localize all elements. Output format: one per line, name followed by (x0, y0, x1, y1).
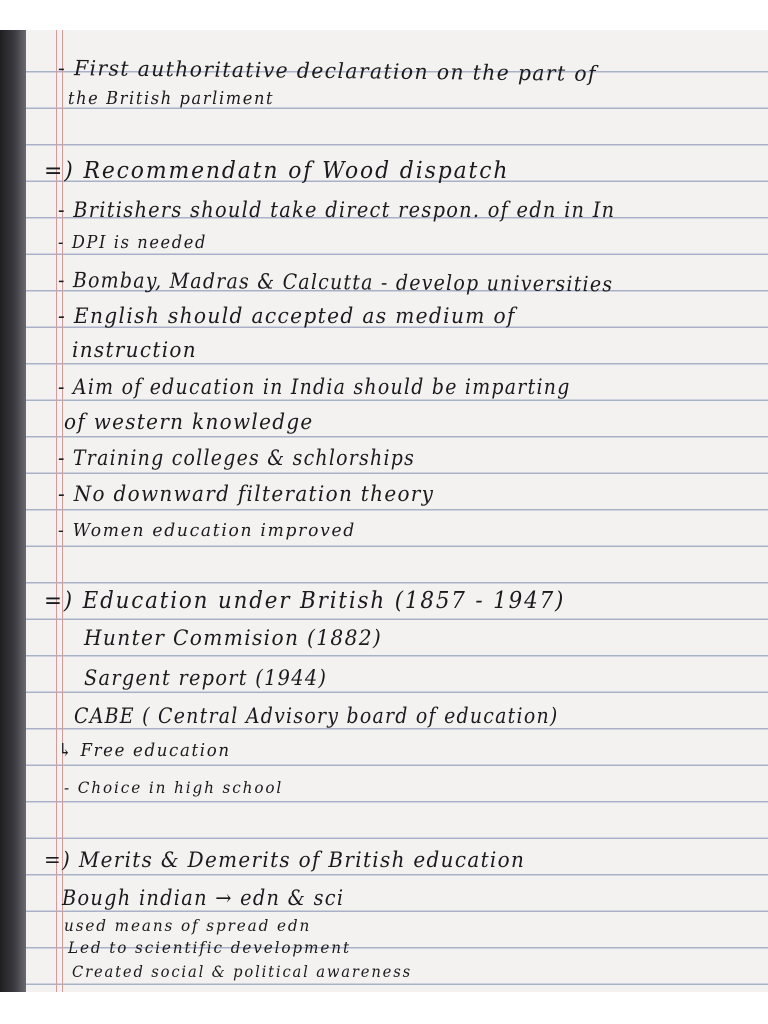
note-line: - Choice in high school (64, 778, 284, 797)
note-line: - DPI is needed (58, 232, 207, 253)
note-line: instruction (72, 338, 197, 362)
note-line: - First authoritative declaration on the part of (57, 56, 597, 86)
note-line: Created social & political awareness (72, 962, 412, 981)
section-heading: =) Recommendatn of Wood dispatch (44, 158, 510, 184)
note-line: - English should accepted as medium of (58, 304, 516, 328)
note-line: - No downward filteration theory (58, 482, 435, 506)
note-line: ↳ Free education (58, 740, 231, 761)
note-line: Led to scientific development (68, 938, 351, 957)
section-heading: =) Merits & Demerits of British education (44, 848, 526, 872)
section-heading: =) Education under British (1857 - 1947) (44, 588, 566, 614)
note-line: - Training colleges & schlorships (58, 446, 416, 470)
note-line: of western knowledge (64, 410, 314, 434)
note-line: used means of spread edn (64, 916, 312, 935)
note-line: - Women education improved (58, 520, 356, 541)
note-line: the British parliment (68, 88, 275, 109)
note-line: CABE ( Central Advisory board of education) (74, 704, 559, 728)
note-line: - Aim of education in India should be imparting (58, 375, 571, 399)
notebook-binding (0, 30, 26, 992)
note-line: Sargent report (1944) (84, 666, 328, 690)
notebook-page (0, 30, 768, 992)
note-line: - Bombay, Madras & Calcutta - develop universities (57, 268, 614, 297)
note-line: Hunter Commision (1882) (84, 626, 383, 650)
note-line: Bough indian → edn & sci (62, 886, 345, 910)
note-line: - Britishers should take direct respon. of edn in In (58, 198, 616, 222)
